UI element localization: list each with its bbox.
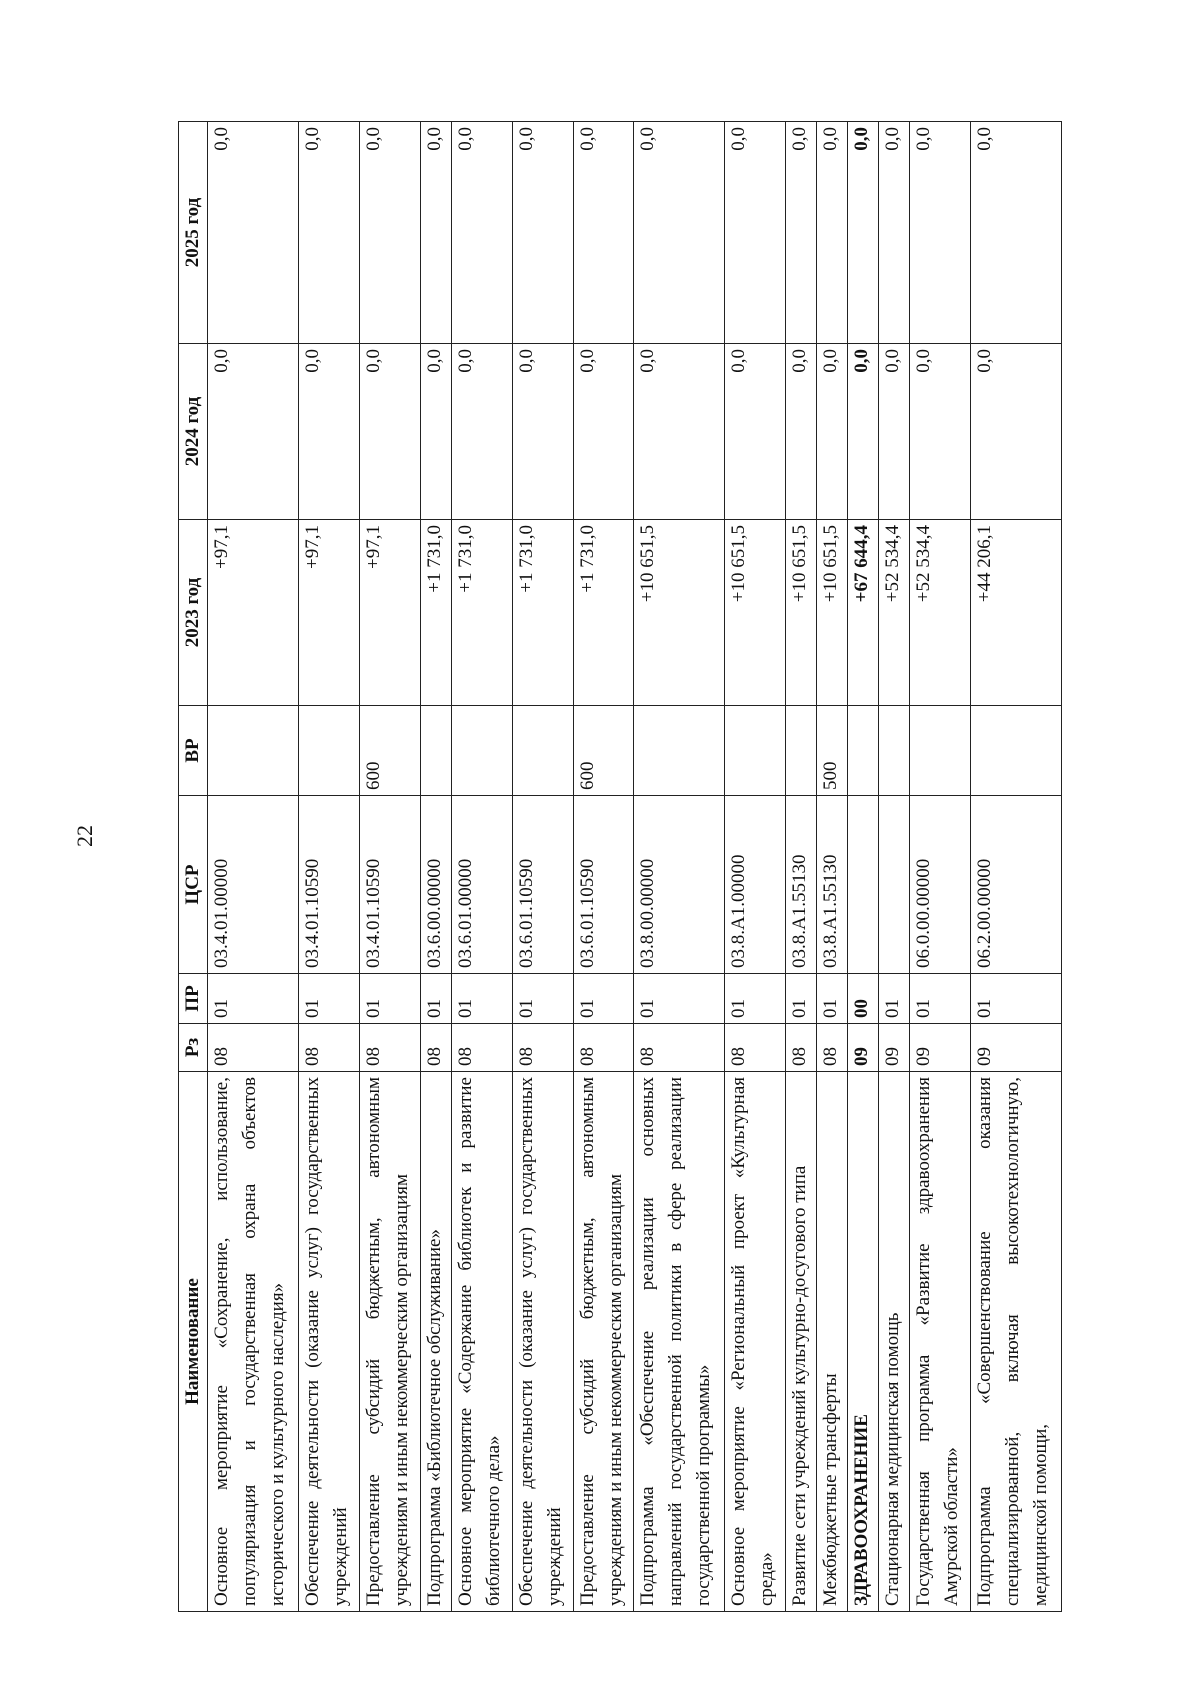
- cell-y2023: +10 651,5: [725, 520, 786, 706]
- table-row: [910, 122, 971, 1612]
- cell-y2024: 0,0: [298, 344, 359, 520]
- cell-name: Подпрограмма «Обеспечение реализации основных направлений государственной политики в сфере реализации государственной программы»: [634, 1072, 725, 1612]
- cell-csr: 03.4.01.00000: [208, 796, 299, 974]
- cell-name: Межбюджетные трансферты: [817, 1072, 848, 1612]
- cell-rz: 09: [910, 1024, 971, 1072]
- header-2023: 2023 год: [179, 520, 208, 706]
- cell-pr: 01: [208, 974, 299, 1024]
- cell-y2025: 0,0: [634, 122, 725, 344]
- cell-pr: 01: [910, 974, 971, 1024]
- cell-vr: [910, 706, 971, 796]
- cell-y2025: 0,0: [786, 122, 817, 344]
- cell-y2024: 0,0: [420, 344, 451, 520]
- cell-y2025: 0,0: [910, 122, 971, 344]
- cell-vr: 600: [573, 706, 634, 796]
- cell-pr: 01: [971, 974, 1062, 1024]
- cell-rz: 08: [359, 1024, 420, 1072]
- cell-name: Основное мероприятие «Региональный проект «Культурная среда»: [725, 1072, 786, 1612]
- table-row: [208, 122, 299, 1612]
- cell-name: Предоставление субсидий бюджетным, автономным учреждениям и иным некоммерческим организациям: [573, 1072, 634, 1612]
- cell-y2024: 0,0: [786, 344, 817, 520]
- header-2024: 2024 год: [179, 344, 208, 520]
- table-row: [420, 122, 451, 1612]
- cell-name: Подпрограмма «Библиотечное обслуживание»: [420, 1072, 451, 1612]
- cell-y2025: 0,0: [359, 122, 420, 344]
- cell-y2024: 0,0: [725, 344, 786, 520]
- cell-y2025: 0,0: [971, 122, 1062, 344]
- page-number: 22: [72, 825, 97, 847]
- cell-y2023: +10 651,5: [634, 520, 725, 706]
- cell-y2023: +97,1: [298, 520, 359, 706]
- cell-y2023: +10 651,5: [817, 520, 848, 706]
- header-vr: ВР: [179, 706, 208, 796]
- cell-vr: [634, 706, 725, 796]
- cell-csr: 03.4.01.10590: [359, 796, 420, 974]
- cell-pr: 01: [573, 974, 634, 1024]
- header-2025: 2025 год: [179, 122, 208, 344]
- cell-csr: 03.6.01.10590: [512, 796, 573, 974]
- table-row: [451, 122, 512, 1612]
- cell-csr: 06.0.00.00000: [910, 796, 971, 974]
- table-row: [298, 122, 359, 1612]
- cell-name: Обеспечение деятельности (оказание услуг) государственных учреждений: [298, 1072, 359, 1612]
- cell-pr: 01: [817, 974, 848, 1024]
- cell-pr: 01: [359, 974, 420, 1024]
- cell-csr: [879, 796, 910, 974]
- cell-name: Подпрограмма «Совершенствование оказания специализированной, включая высокотехнологичную, медицинской помощи,: [971, 1072, 1062, 1612]
- cell-rz: 08: [573, 1024, 634, 1072]
- table-row: [848, 122, 879, 1612]
- cell-csr: 03.4.01.10590: [298, 796, 359, 974]
- cell-y2023: +44 206,1: [971, 520, 1062, 706]
- cell-vr: [725, 706, 786, 796]
- cell-vr: [971, 706, 1062, 796]
- cell-csr: 03.8.00.00000: [634, 796, 725, 974]
- cell-y2023: +97,1: [359, 520, 420, 706]
- cell-y2023: +67 644,4: [848, 520, 879, 706]
- cell-csr: 03.6.00.00000: [420, 796, 451, 974]
- cell-vr: [512, 706, 573, 796]
- cell-rz: 09: [971, 1024, 1062, 1072]
- table-body: [208, 122, 1062, 1612]
- cell-y2024: 0,0: [848, 344, 879, 520]
- cell-rz: 09: [879, 1024, 910, 1072]
- cell-y2025: 0,0: [725, 122, 786, 344]
- cell-pr: 01: [879, 974, 910, 1024]
- cell-y2025: 0,0: [208, 122, 299, 344]
- header-pr: ПР: [179, 974, 208, 1024]
- cell-csr: [848, 796, 879, 974]
- cell-csr: 06.2.00.00000: [971, 796, 1062, 974]
- cell-name: Государственная программа «Развитие здравоохранения Амурской области»: [910, 1072, 971, 1612]
- cell-csr: 03.6.01.00000: [451, 796, 512, 974]
- cell-vr: 500: [817, 706, 848, 796]
- cell-vr: [420, 706, 451, 796]
- cell-rz: 08: [725, 1024, 786, 1072]
- header-name: Наименование: [179, 1072, 208, 1612]
- cell-pr: 01: [634, 974, 725, 1024]
- cell-name: ЗДРАВООХРАНЕНИЕ: [848, 1072, 879, 1612]
- cell-pr: 01: [512, 974, 573, 1024]
- cell-pr: 01: [298, 974, 359, 1024]
- cell-y2024: 0,0: [910, 344, 971, 520]
- cell-y2024: 0,0: [208, 344, 299, 520]
- cell-rz: 09: [848, 1024, 879, 1072]
- cell-rz: 08: [786, 1024, 817, 1072]
- cell-pr: 01: [786, 974, 817, 1024]
- cell-rz: 08: [451, 1024, 512, 1072]
- header-rz: Рз: [179, 1024, 208, 1072]
- cell-rz: 08: [817, 1024, 848, 1072]
- cell-y2024: 0,0: [634, 344, 725, 520]
- cell-y2025: 0,0: [512, 122, 573, 344]
- cell-pr: 01: [725, 974, 786, 1024]
- table-row: [512, 122, 573, 1612]
- cell-y2023: +1 731,0: [420, 520, 451, 706]
- cell-y2025: 0,0: [298, 122, 359, 344]
- cell-y2024: 0,0: [451, 344, 512, 520]
- rotated-table-container: [178, 122, 1062, 1612]
- cell-y2023: +1 731,0: [573, 520, 634, 706]
- cell-vr: 600: [359, 706, 420, 796]
- cell-vr: [298, 706, 359, 796]
- cell-vr: [879, 706, 910, 796]
- cell-rz: 08: [208, 1024, 299, 1072]
- cell-y2024: 0,0: [359, 344, 420, 520]
- cell-name: Развитие сети учреждений культурно-досугового типа: [786, 1072, 817, 1612]
- cell-vr: [208, 706, 299, 796]
- cell-y2024: 0,0: [817, 344, 848, 520]
- cell-y2023: +97,1: [208, 520, 299, 706]
- table-row: [817, 122, 848, 1612]
- table-row: [634, 122, 725, 1612]
- cell-csr: 03.8.A1.55130: [786, 796, 817, 974]
- cell-rz: 08: [512, 1024, 573, 1072]
- cell-rz: 08: [634, 1024, 725, 1072]
- cell-pr: 00: [848, 974, 879, 1024]
- table-row: [971, 122, 1062, 1612]
- cell-y2024: 0,0: [512, 344, 573, 520]
- cell-rz: 08: [298, 1024, 359, 1072]
- table-row: [786, 122, 817, 1612]
- cell-csr: 03.8.A1.55130: [817, 796, 848, 974]
- cell-y2023: +1 731,0: [451, 520, 512, 706]
- cell-name: Основное мероприятие «Сохранение, использование, популяризация и государственная охрана объектов исторического и культурного наследия»: [208, 1072, 299, 1612]
- cell-y2024: 0,0: [879, 344, 910, 520]
- cell-y2024: 0,0: [971, 344, 1062, 520]
- cell-y2023: +10 651,5: [786, 520, 817, 706]
- cell-pr: 01: [451, 974, 512, 1024]
- cell-vr: [786, 706, 817, 796]
- cell-name: Предоставление субсидий бюджетным, автономным учреждениям и иным некоммерческим организациям: [359, 1072, 420, 1612]
- cell-y2023: +52 534,4: [910, 520, 971, 706]
- cell-y2025: 0,0: [420, 122, 451, 344]
- cell-y2023: +1 731,0: [512, 520, 573, 706]
- cell-name: Стационарная медицинская помощь: [879, 1072, 910, 1612]
- cell-rz: 08: [420, 1024, 451, 1072]
- cell-name: Основное мероприятие «Содержание библиотек и развитие библиотечного дела»: [451, 1072, 512, 1612]
- cell-pr: 01: [420, 974, 451, 1024]
- cell-y2025: 0,0: [879, 122, 910, 344]
- table-row: [879, 122, 910, 1612]
- cell-y2023: +52 534,4: [879, 520, 910, 706]
- table-header-row: [179, 122, 208, 1612]
- cell-csr: 03.8.A1.00000: [725, 796, 786, 974]
- cell-csr: 03.6.01.10590: [573, 796, 634, 974]
- cell-name: Обеспечение деятельности (оказание услуг) государственных учреждений: [512, 1072, 573, 1612]
- table-row: [573, 122, 634, 1612]
- cell-y2025: 0,0: [848, 122, 879, 344]
- cell-y2024: 0,0: [573, 344, 634, 520]
- cell-y2025: 0,0: [451, 122, 512, 344]
- cell-vr: [451, 706, 512, 796]
- header-csr: ЦСР: [179, 796, 208, 974]
- table-row: [359, 122, 420, 1612]
- cell-y2025: 0,0: [817, 122, 848, 344]
- cell-vr: [848, 706, 879, 796]
- cell-y2025: 0,0: [573, 122, 634, 344]
- budget-table: [178, 121, 1062, 1612]
- table-row: [725, 122, 786, 1612]
